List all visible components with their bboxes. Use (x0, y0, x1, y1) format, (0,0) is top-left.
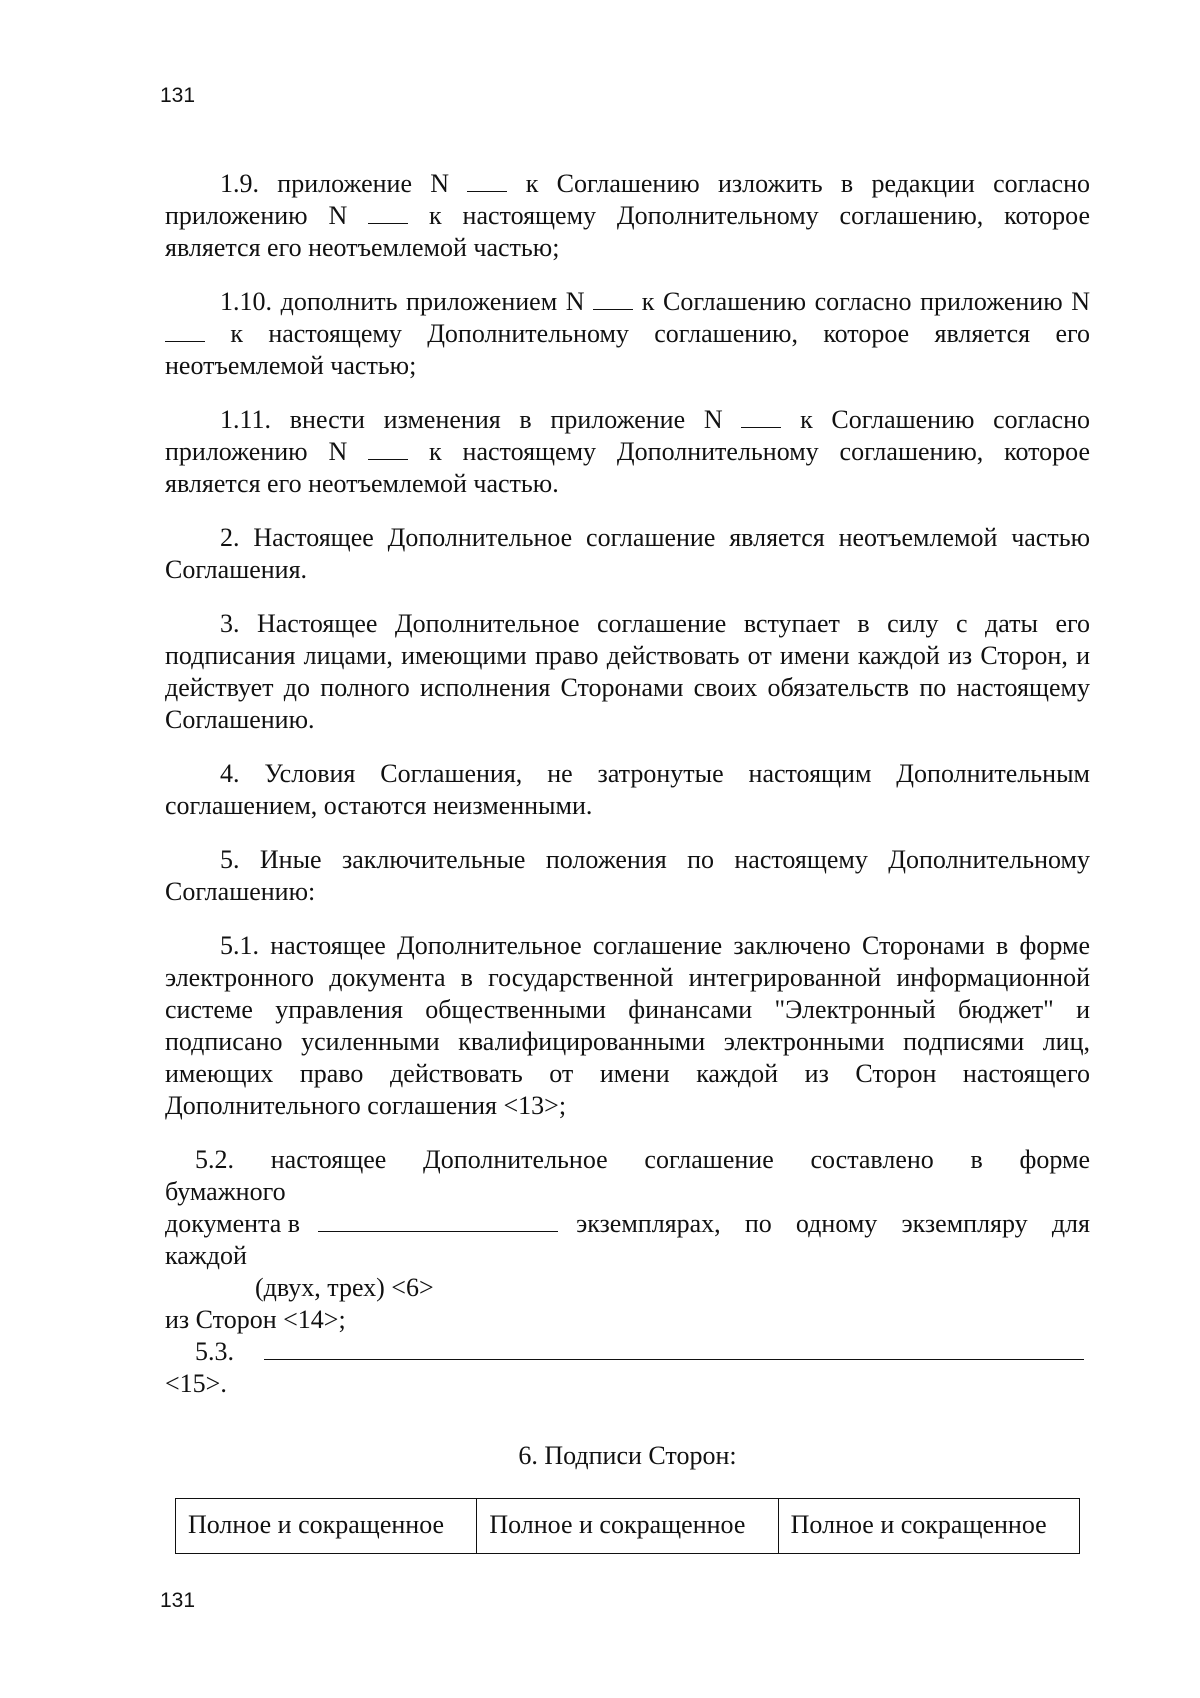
clause-text: 5.3. (195, 1337, 234, 1366)
clause-1-9 (165, 168, 1090, 264)
clause-5-2-note: (двух, трех) <6> (255, 1273, 434, 1302)
table-cell: Полное и сокращенное (477, 1499, 778, 1554)
blank-line (264, 1337, 1084, 1360)
clause-5-2 (165, 1144, 1090, 1336)
clause-text: 1.9. приложение N (220, 169, 450, 198)
page-number-top: 131 (160, 84, 196, 107)
clause-text: документа в (165, 1209, 301, 1238)
blank-field (368, 201, 408, 224)
clause-5-3-line (165, 1336, 1090, 1368)
signature-table (175, 1498, 1080, 1554)
table-row (176, 1499, 1080, 1554)
clause-text: к Соглашению согласно приложению N (641, 287, 1091, 316)
clause-1-10 (165, 286, 1090, 382)
blank-field (165, 319, 205, 342)
clause-5: 5. Иные заключительные положения по настоящему Дополнительному Соглашению: (165, 845, 1090, 906)
blank-field (467, 169, 507, 192)
clause-5-3 (165, 1336, 1090, 1400)
clause-text: 1.11. внести изменения в приложение N (220, 405, 723, 434)
clause-text: 1.10. дополнить приложением N (220, 287, 585, 316)
signatures-heading: 6. Подписи Сторон: (518, 1441, 737, 1470)
blank-field (593, 287, 633, 310)
clause-5-2-line (165, 1144, 1090, 1176)
clause-5-2-line: бумажного (165, 1177, 286, 1206)
clause-4: 4. Условия Соглашения, не затронутые настоящим Дополнительным соглашением, остаются неизменными. (165, 759, 1090, 820)
clause-5-1: 5.1. настоящее Дополнительное соглашение заключено Сторонами в форме электронного документа в государственной интегрированной информационной системе управления общественными финансами "Электронный бюджет" и подписано усиленными квалифицированными электронными подписями лиц, имеющих право действовать от имени каждой из Сторон настоящего Дополнительного соглашения <13>; (165, 931, 1090, 1120)
clause-5-2-line: каждой (165, 1241, 247, 1270)
clause-text: экземплярах, по одному экземпляру для (576, 1209, 1090, 1238)
table-cell: Полное и сокращенное (778, 1499, 1079, 1554)
page-number-bottom: 131 (160, 1589, 196, 1612)
clause-text: к настоящему Дополнительному соглашению, которое является его неотъемлемой частью; (165, 319, 1090, 380)
clause-text: 5.2. настоящее Дополнительное соглашение составлено в форме (195, 1145, 1090, 1174)
table-cell: Полное и сокращенное (176, 1499, 477, 1554)
blank-field (741, 405, 781, 428)
clause-5-3-ref: <15>. (165, 1369, 227, 1398)
document-body (165, 168, 1090, 1554)
clause-5-2-line: из Сторон <14>; (165, 1305, 346, 1334)
copies-blank (318, 1209, 558, 1232)
clause-text: к настоящему Дополнительному соглашению, которое является его неотъемлемой частью; (165, 201, 1090, 262)
clause-1-11 (165, 404, 1090, 500)
blank-field (368, 437, 408, 460)
clause-3: 3. Настоящее Дополнительное соглашение вступает в силу с даты его подписания лицами, имеющими право действовать от имени каждой из Сторон, и действует до полного исполнения Сторонами своих обязательств по настоящему Соглашению. (165, 609, 1090, 734)
clause-text: к Соглашению согласно приложению N (165, 405, 1090, 466)
clause-5-2-line (165, 1208, 1090, 1240)
clause-text: к Соглашению изложить в редакции согласно приложению N (165, 169, 1090, 230)
clause-text: к настоящему Дополнительному соглашению, которое является его неотъемлемой частью. (165, 437, 1090, 498)
clause-2: 2. Настоящее Дополнительное соглашение является неотъемлемой частью Соглашения. (165, 523, 1090, 584)
